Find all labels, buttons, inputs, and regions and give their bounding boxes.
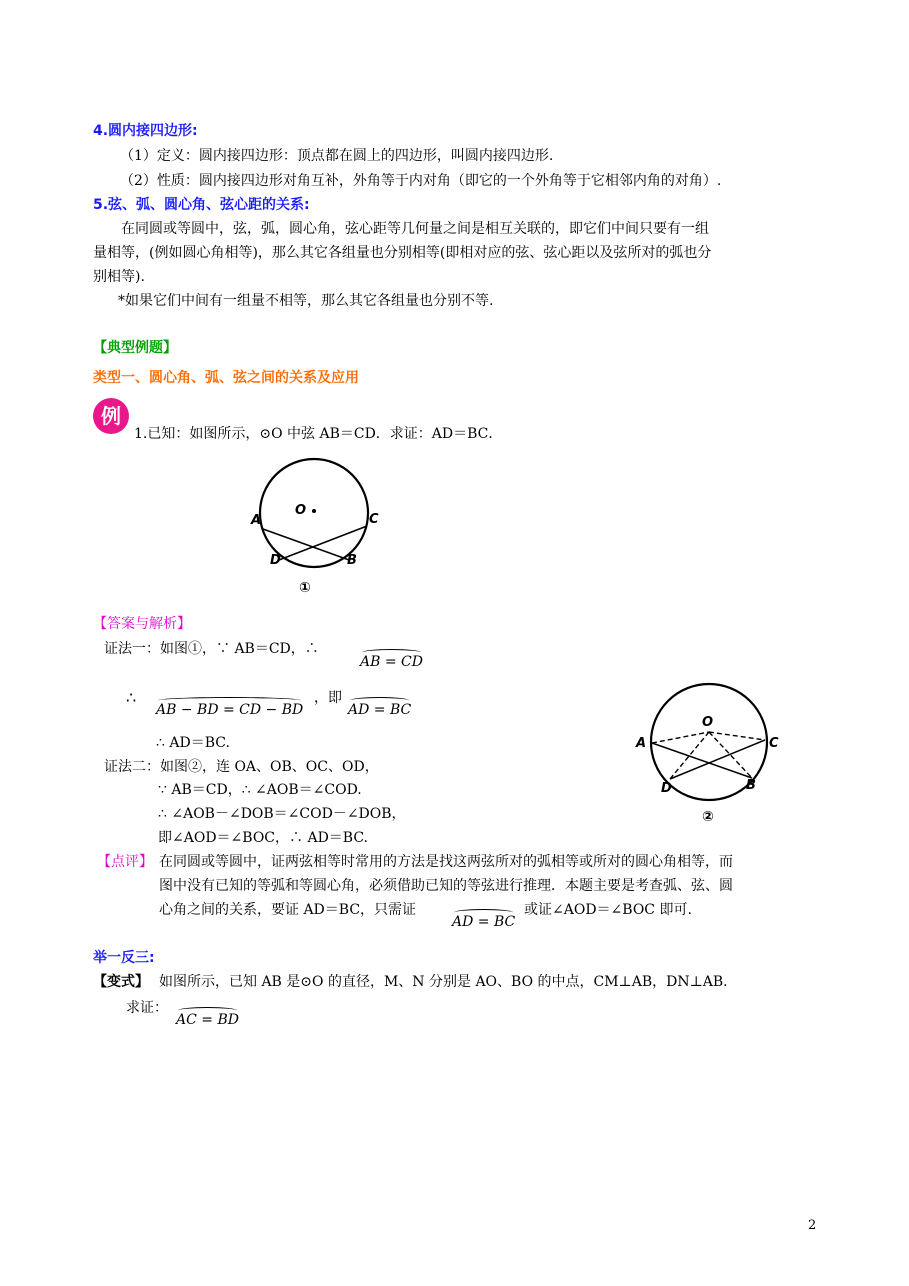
- page-number: 2: [808, 1218, 817, 1233]
- practice-heading: 举一反三:: [93, 950, 155, 966]
- section5-heading: 5.弦、弧、圆心角、弦心距的关系:: [93, 197, 310, 213]
- type1-heading: 类型一、圆心角、弧、弦之间的关系及应用: [93, 370, 359, 386]
- comment-label: 【点评】: [97, 854, 153, 870]
- example-badge-icon: [93, 398, 129, 434]
- section4-line2: （2）性质：圆内接四边形对角互补，外角等于内对角（即它的一个外角等于它相邻内角的对角）.: [120, 173, 722, 189]
- section5-para-line2: 量相等，(例如圆心角相等)，那么其它各组量也分别相等(即相对应的弦、弦心距以及弦所对的弧也分: [93, 245, 712, 261]
- figure2-label-d: D: [661, 781, 672, 796]
- proof2-line2: ∵ AB＝CD，∴ ∠AOB＝∠COD.: [158, 782, 362, 798]
- answer-heading: 【答案与解析】: [93, 616, 191, 632]
- figure1-label-o: O: [295, 503, 307, 518]
- proof2-line4: 即∠AOD＝∠BOC，∴ AD＝BC.: [158, 830, 369, 846]
- figure2-label-o: O: [702, 715, 714, 730]
- section5-para-line1: 在同圆或等圆中，弦，弧，圆心角，弦心距等几何量之间是相互关联的，即它们中间只要有一组: [121, 221, 709, 237]
- comment-line1: 在同圆或等圆中，证两弦相等时常用的方法是找这两弦所对的弧相等或所对的圆心角相等，而: [159, 854, 733, 870]
- variant-label: 【变式】: [93, 974, 149, 990]
- variant-eq: AC = BD: [176, 1012, 239, 1028]
- figure2-label-c: C: [769, 736, 779, 751]
- variant-prove-label: 求证：: [126, 1000, 168, 1016]
- proof1-namely: ，即: [314, 690, 342, 706]
- proof1-therefore: ∴: [126, 688, 137, 707]
- section4-heading: 4.圆内接四边形:: [93, 123, 198, 139]
- figure2-caption: ②: [702, 809, 714, 825]
- comment-line3b: 或证∠AOD＝∠BOC 即可.: [524, 902, 692, 918]
- figure2-label-a: A: [636, 736, 647, 751]
- figure1-label-d: D: [270, 553, 281, 568]
- figure1-caption: ①: [299, 580, 311, 596]
- variant-text: 如图所示，已知 AB 是⊙O 的直径，M、N 分别是 AO、BO 的中点，CM⊥AB，DN⊥AB．: [159, 974, 738, 990]
- section5-para-line3: 别相等).: [93, 269, 145, 285]
- proof2-line3: ∴ ∠AOB－∠DOB＝∠COD－∠DOB，: [158, 806, 406, 822]
- example-badge-label: 例: [101, 404, 121, 428]
- example1-statement: 1.已知：如图所示，⊙O 中弦 AB＝CD．求证：AD＝BC．: [134, 426, 503, 442]
- figure1-label-a: A: [251, 513, 262, 528]
- examples-heading: 【典型例题】: [93, 340, 177, 356]
- figure1-label-b: B: [347, 553, 357, 568]
- comment-line3a: 心角之间的关系，要证 AD＝BC，只需证: [159, 902, 417, 918]
- comment-line2: 图中没有已知的等弧和等圆心角，必须借助已知的等弦进行推理．本题主要是考查弧、弦、圆: [159, 878, 733, 894]
- proof1-line3: ∴ AD＝BC.: [156, 735, 230, 751]
- proof2-line1: 证法二：如图②，连 OA、OB、OC、OD，: [104, 759, 379, 775]
- proof1-eq2: AB − BD = CD − BD: [156, 702, 304, 718]
- proof1-line1: 证法一：如图①，∵ AB＝CD，∴: [104, 641, 319, 657]
- section4-line1: （1）定义：圆内接四边形：顶点都在圆上的四边形，叫圆内接四边形.: [120, 148, 554, 164]
- proof1-eq3: AD = BC: [348, 702, 412, 718]
- comment-eq: AD = BC: [452, 914, 516, 930]
- figure1-label-c: C: [369, 512, 379, 527]
- figure2-diagram: [630, 680, 790, 830]
- figure2-label-b: B: [746, 778, 756, 793]
- figure1-diagram: [245, 450, 395, 600]
- proof1-eq1: AB = CD: [360, 654, 423, 670]
- section5-note: *如果它们中间有一组量不相等，那么其它各组量也分别不等.: [118, 293, 494, 309]
